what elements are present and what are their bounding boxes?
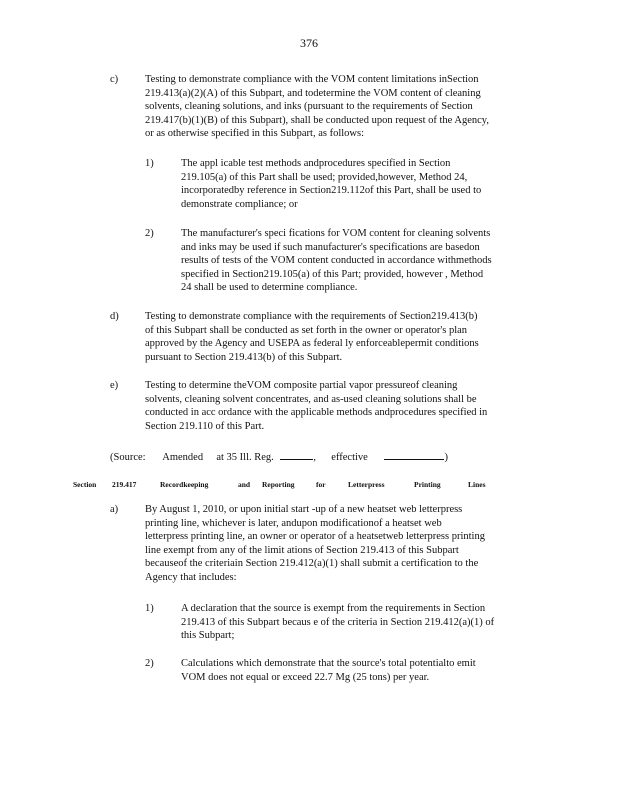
source-amended: Amended [162,452,204,463]
heading-word: for [316,480,326,489]
text-line: By August 1, 2010, or upon initial start -up of a new heatset web letterpress [145,504,463,515]
item-c2-text [181,227,531,295]
item-a1-text [181,602,536,643]
reg-blank [280,449,313,460]
item-a1-label: 1) [145,603,154,614]
item-a2-label: 2) [145,658,154,669]
text-line: 24 shall be used to determine compliance. [181,282,358,294]
text-line: The appl icable test methods andprocedures specified in Section [181,158,451,169]
source-comma: , [313,452,317,463]
text-line: and inks may be used if such manufacturer's specifications are basedon [181,241,480,253]
text-line: solvents, cleaning solutions, and inks (pursuant to the requirements of Section [145,101,473,113]
heading-section-word: Section [73,480,97,489]
heading-word: Lines [468,480,486,489]
text-line: becauseof the criteriain Section 219.412(a)(1) shall submit a certification to the [145,558,479,570]
text-line: demonstrate compliance; or [181,198,298,210]
item-d-text [145,310,525,364]
text-line: 219.417(b)(1)(B) of this Subpart), shall be conducted upon request of the Agency, [145,114,489,126]
text-line: conducted in acc ordance with the applicable methods andprocedures specified in [145,407,488,419]
text-line: Testing to demonstrate compliance with the VOM content limitations inSection [145,74,479,85]
text-line: 219.413(a)(2)(A) of this Subpart, and todetermine the VOM content of cleaning [145,87,481,99]
page-number: 376 [300,36,318,50]
text-line: VOM does not equal or exceed 22.7 Mg (25 tons) per year. [181,671,430,683]
item-a-text [145,503,535,585]
heading-section-number: 219.417 [112,480,137,489]
item-c1-label: 1) [145,158,154,169]
text-line: or as otherwise specified in this Subpart, as follows: [145,128,365,140]
source-open: (Source: [110,452,146,463]
text-line: letterpress printing line, an owner or operator of a heatsetweb letterpress printing [145,531,485,543]
heading-word: Reporting [262,480,295,489]
text-line: Section 219.110 of this Part. [145,420,265,432]
text-line: incorporatedby reference in Section219.112of this Part, shall be used to [181,185,482,197]
text-line: Calculations which demonstrate that the source's total potentialto emit [181,658,476,669]
text-line: pursuant to Section 219.413(b) of this Subpart. [145,351,343,363]
text-line: line exempt from any of the limit ations of Section 219.413 of this Subpart [145,544,459,556]
text-line: specified in Section219.105(a) of this Part; provided, however , Method [181,268,484,280]
item-c-text [145,73,537,141]
text-line: A declaration that the source is exempt from the requirements in Section [181,603,486,614]
item-d-label: d) [110,311,119,322]
text-line: of this Subpart shall be conducted as set forth in the owner or operator's plan [145,324,468,336]
item-c-label: c) [110,74,119,85]
text-line: approved by the Agency and USEPA as federal ly enforceablepermit conditions [145,338,479,350]
item-c1-text [181,157,531,211]
source-note [110,449,448,465]
source-close: ) [444,452,448,463]
text-line: Testing to determine theVOM composite partial vapor pressureof cleaning [145,380,458,391]
text-line: 219.413 of this Subpart becaus e of the criteria in Section 219.412(a)(1) of [181,616,495,628]
text-line: printing line, whichever is later, andupon modificationof a heatset web [145,517,442,529]
text-line: results of tests of the VOM content conducted in accordance withmethods [181,255,492,267]
text-line: Agency that includes: [145,571,237,583]
item-a-label: a) [110,504,119,515]
heading-word: and [238,480,251,489]
item-e-text [145,379,535,433]
source-reg: at 35 Ill. Reg. [216,452,274,463]
item-e-label: e) [110,380,119,391]
effective-blank [384,449,444,460]
text-line: solvents, cleaning solvent concentrates, and as-used cleaning solutions shall be [145,393,477,405]
item-a2-text [181,657,531,684]
text-line: 219.105(a) of this Part shall be used; provided,however, Method 24, [181,171,468,183]
text-line: this Subpart; [181,630,235,642]
heading-word: Recordkeeping [160,480,209,489]
heading-word: Printing [414,480,441,489]
text-line: The manufacturer's speci fications for VOM content for cleaning solvents [181,228,491,239]
heading-word: Letterpress [348,480,385,489]
source-effective: effective [331,452,368,463]
item-c2-label: 2) [145,228,154,239]
text-line: Testing to demonstrate compliance with the requirements of Section219.413(b) [145,311,478,322]
